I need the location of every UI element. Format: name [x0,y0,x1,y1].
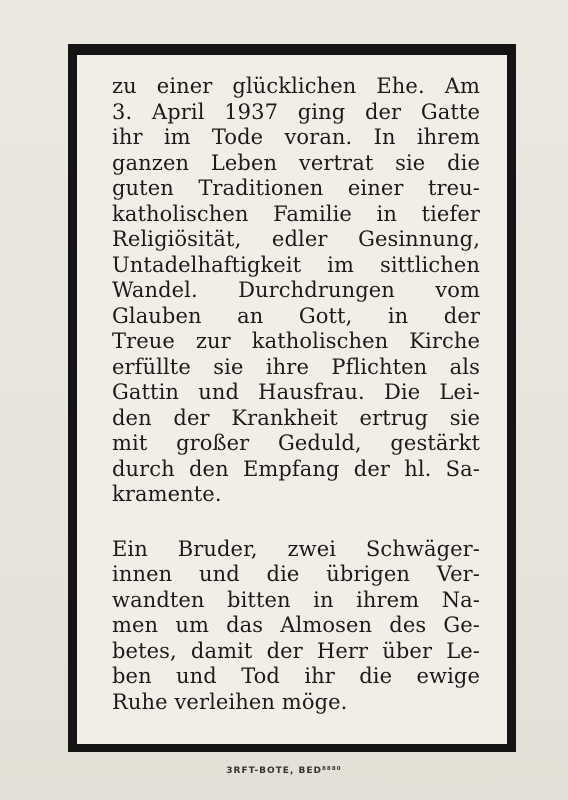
text-line: kramente. [112,482,222,506]
text-line: 3. April 1937 ging der Gatte [112,99,480,124]
text-line: betes, damit der Herr über Le- [112,638,480,663]
frame-border-right [507,44,516,752]
frame-border-top [68,44,516,55]
card-text [112,74,480,715]
paragraph-2 [112,537,480,716]
text-line: guten Traditionen einer treu- [112,176,480,200]
text-line: Ein Bruder, zwei Schwäger- [112,536,480,561]
text-line: Ruhe verleihen möge. [112,689,348,714]
text-line: ben und Tod ihr die ewige [112,664,480,688]
paragraph-1 [112,74,480,508]
text-line: Untadelhaftigkeit im sittlichen [112,252,480,277]
text-line: katholischen Familie in tiefer [112,201,480,226]
text-line: Treue zur katholischen Kirche [112,329,480,353]
text-line: Glauben an Gott, in der [112,303,480,328]
printer-imprint: 3RFT-BOTE, BED⁸⁸⁸⁰ [226,766,342,776]
text-line: Religiösität, edler Gesinnung, [112,227,480,251]
text-line: den der Krankheit ertrug sie [112,405,480,430]
text-line: Gattin und Hausfrau. Die Lei- [112,380,480,404]
frame-border-bottom [68,744,516,752]
text-line: men um das Almosen des Ge- [112,613,480,637]
text-line: Wandel. Durchdrungen vom [112,278,480,302]
text-line: ihr im Tode voran. In ihrem [112,125,480,149]
text-line: innen und die übrigen Ver- [112,562,480,586]
paragraph-gap [112,508,480,537]
frame-border-left [68,44,77,752]
text-line: wandten bitten in ihrem Na- [112,587,480,612]
text-line: mit großer Geduld, gestärkt [112,431,480,455]
text-line: ganzen Leben vertrat sie die [112,150,480,175]
text-line: zu einer glücklichen Ehe. Am [112,74,480,98]
text-line: erfüllte sie ihre Pflichten als [112,354,480,379]
text-line: durch den Empfang der hl. Sa- [112,456,480,481]
